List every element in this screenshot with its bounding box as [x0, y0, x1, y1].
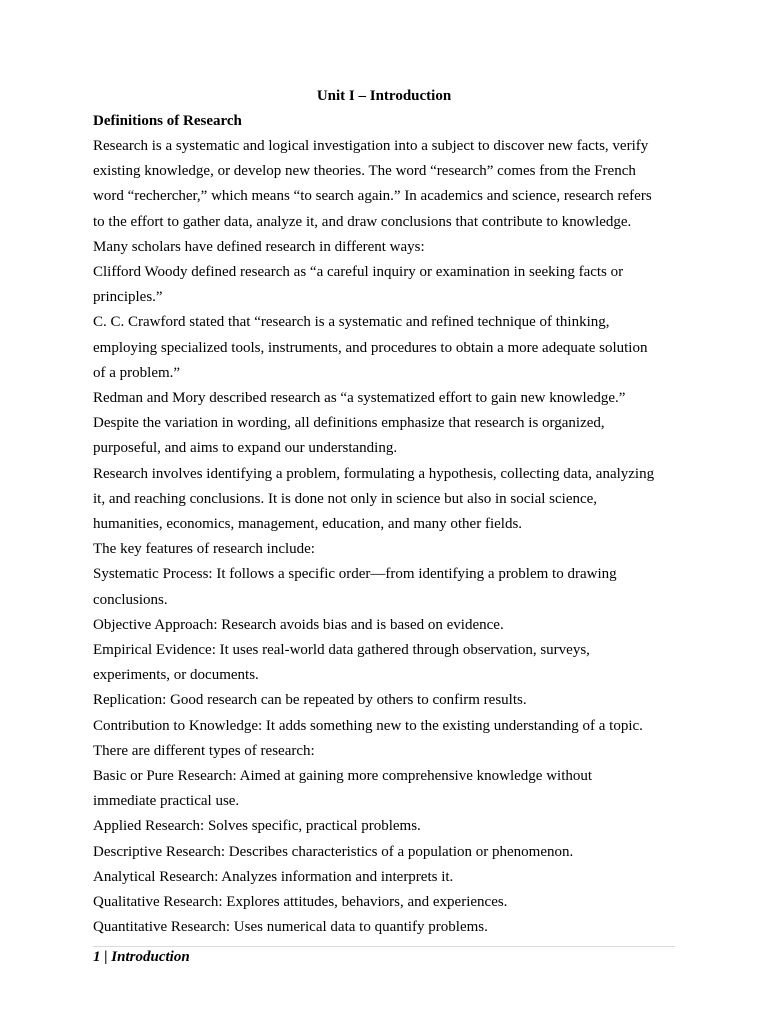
- text-line: to the effort to gather data, analyze it, and draw conclusions that contribute to knowledge.: [93, 213, 632, 230]
- body-text: [93, 134, 683, 941]
- text-line: There are different types of research:: [93, 742, 315, 759]
- text-line: Qualitative Research: Explores attitudes, behaviors, and experiences.: [93, 894, 508, 911]
- text-line: of a problem.”: [93, 364, 181, 381]
- text-line: Replication: Good research can be repeated by others to confirm results.: [93, 692, 527, 709]
- text-line: Research involves identifying a problem, formulating a hypothesis, collecting data, analyzing: [93, 465, 655, 482]
- text-line: word “rechercher,” which means “to search again.” In academics and science, research refers: [93, 188, 652, 205]
- text-line: immediate practical use.: [93, 793, 240, 810]
- text-line: humanities, economics, management, education, and many other fields.: [93, 516, 523, 533]
- text-line: existing knowledge, or develop new theories. The word “research” comes from the French: [93, 163, 636, 180]
- text-line: employing specialized tools, instruments, and procedures to obtain a more adequate solution: [93, 339, 648, 356]
- page-content: [93, 84, 683, 941]
- text-line: Redman and Mory described research as “a systematized effort to gain new knowledge.”: [93, 390, 626, 407]
- text-line: Objective Approach: Research avoids bias and is based on evidence.: [93, 616, 504, 633]
- text-line: Many scholars have defined research in different ways:: [93, 238, 425, 255]
- text-line: Research is a systematic and logical investigation into a subject to discover new facts, verify: [93, 138, 649, 154]
- text-line: The key features of research include:: [93, 541, 315, 558]
- text-line: Contribution to Knowledge: It adds something new to the existing understanding of a topic.: [93, 717, 643, 734]
- text-line: Basic or Pure Research: Aimed at gaining more comprehensive knowledge without: [93, 768, 593, 785]
- page-title: Unit I – Introduction: [316, 88, 452, 104]
- text-line: C. C. Crawford stated that “research is a systematic and refined technique of thinking,: [93, 314, 610, 331]
- text-line: principles.”: [93, 289, 163, 306]
- page-footer: 1 | Introduction: [93, 949, 190, 965]
- text-line: it, and reaching conclusions. It is done not only in science but also in social science,: [93, 490, 598, 507]
- text-line: Applied Research: Solves specific, practical problems.: [93, 818, 421, 835]
- text-line: Analytical Research: Analyzes information and interprets it.: [93, 868, 454, 885]
- text-line: experiments, or documents.: [93, 667, 259, 684]
- section-heading: Definitions of Research: [93, 113, 242, 129]
- text-line: Clifford Woody defined research as “a careful inquiry or examination in seeking facts or: [93, 264, 624, 281]
- text-line: Systematic Process: It follows a specific order—from identifying a problem to drawing: [93, 566, 617, 583]
- text-line: Empirical Evidence: It uses real-world data gathered through observation, surveys,: [93, 642, 590, 659]
- text-line: conclusions.: [93, 591, 168, 608]
- text-line: Despite the variation in wording, all definitions emphasize that research is organized,: [93, 415, 605, 432]
- text-line: purposeful, and aims to expand our understanding.: [93, 440, 398, 457]
- text-line: Quantitative Research: Uses numerical data to quantify problems.: [93, 919, 488, 936]
- text-line: Descriptive Research: Describes characteristics of a population or phenomenon.: [93, 843, 574, 860]
